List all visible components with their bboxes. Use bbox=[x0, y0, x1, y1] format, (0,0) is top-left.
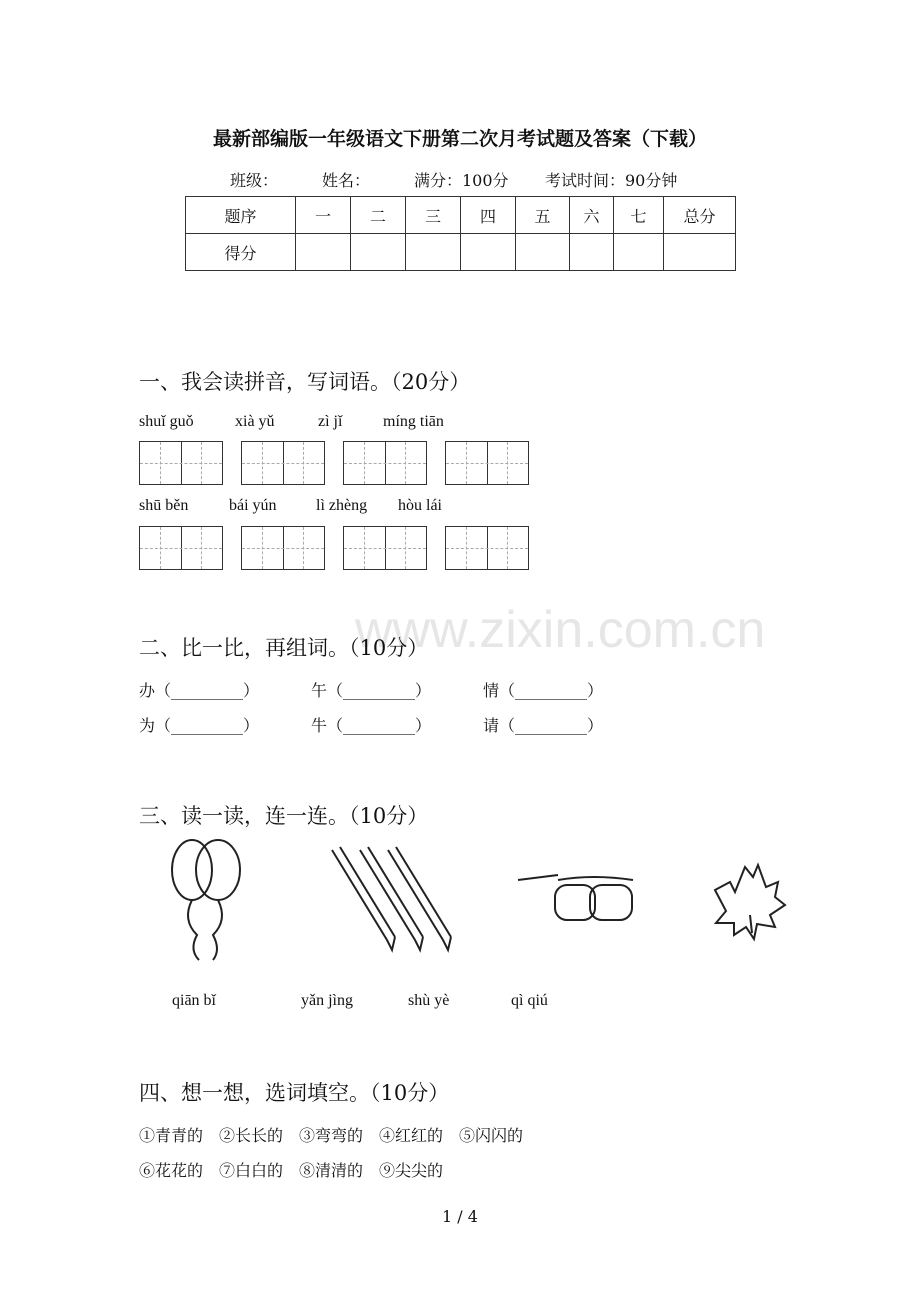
glasses-image bbox=[518, 875, 633, 920]
pinyin: shuǐ guǒ bbox=[139, 413, 194, 430]
fill-blank[interactable]: 情（_________） bbox=[483, 681, 604, 700]
score-cell bbox=[664, 234, 736, 271]
illustrations bbox=[160, 835, 820, 965]
writing-grid[interactable] bbox=[445, 526, 529, 570]
pencils-image bbox=[332, 847, 451, 950]
header-cell: 七 bbox=[614, 197, 664, 234]
pinyin: yǎn jìng bbox=[301, 992, 353, 1009]
class-label: 班级： bbox=[230, 171, 279, 190]
word-options: ①青青的 ②长长的 ③弯弯的 ④红红的 ⑤闪闪的 bbox=[139, 1126, 524, 1145]
writing-grid[interactable] bbox=[139, 441, 223, 485]
section-3-title: 三、读一读，连一连。（10分） bbox=[139, 804, 429, 828]
score-cell bbox=[461, 234, 516, 271]
writing-grid[interactable] bbox=[445, 441, 529, 485]
pinyin: qiān bǐ bbox=[172, 992, 216, 1009]
fill-blank[interactable]: 牛（_________） bbox=[311, 716, 432, 735]
balloons-image bbox=[172, 840, 240, 960]
header-cell: 四 bbox=[461, 197, 516, 234]
full-score: 满分：100分 bbox=[414, 171, 509, 190]
score-cell bbox=[351, 234, 406, 271]
fill-blank[interactable]: 午（_________） bbox=[311, 681, 432, 700]
writing-grid[interactable] bbox=[241, 526, 325, 570]
page-number: 1 / 4 bbox=[442, 1207, 478, 1226]
pinyin: shū běn bbox=[139, 497, 189, 514]
section-4-title: 四、想一想，选词填空。（10分） bbox=[139, 1081, 450, 1105]
fill-blank[interactable]: 请（_________） bbox=[483, 716, 604, 735]
header-cell: 六 bbox=[570, 197, 614, 234]
fill-blank[interactable]: 办（_________） bbox=[139, 681, 260, 700]
score-cell bbox=[614, 234, 664, 271]
score-cell bbox=[406, 234, 461, 271]
pinyin: shù yè bbox=[408, 992, 450, 1009]
header-cell: 三 bbox=[406, 197, 461, 234]
leaf-image bbox=[715, 865, 785, 939]
header-cell: 题序 bbox=[186, 197, 296, 234]
pinyin: míng tiān bbox=[383, 413, 444, 430]
pinyin: zì jǐ bbox=[318, 413, 343, 430]
pinyin: hòu lái bbox=[398, 497, 442, 514]
score-cell bbox=[516, 234, 570, 271]
writing-grid[interactable] bbox=[343, 526, 427, 570]
score-table bbox=[185, 196, 736, 271]
exam-time: 考试时间：90分钟 bbox=[545, 171, 678, 190]
pinyin: qì qiú bbox=[511, 992, 548, 1009]
row-label: 得分 bbox=[186, 234, 296, 271]
header-cell: 五 bbox=[516, 197, 570, 234]
header-cell: 一 bbox=[296, 197, 351, 234]
watermark: www.zixin.com.cn bbox=[355, 601, 766, 659]
page-title: 最新部编版一年级语文下册第二次月考试题及答案（下载） bbox=[212, 128, 707, 150]
header-cell: 总分 bbox=[664, 197, 736, 234]
header-cell: 二 bbox=[351, 197, 406, 234]
pinyin: lì zhèng bbox=[316, 497, 368, 514]
score-cell bbox=[296, 234, 351, 271]
section-1-title: 一、我会读拼音，写词语。（20分） bbox=[139, 370, 471, 394]
writing-grid[interactable] bbox=[241, 441, 325, 485]
word-options: ⑥花花的 ⑦白白的 ⑧清清的 ⑨尖尖的 bbox=[139, 1161, 444, 1180]
section-2-title: 二、比一比，再组词。（10分） bbox=[139, 636, 429, 660]
name-label: 姓名： bbox=[322, 171, 371, 190]
score-cell bbox=[570, 234, 614, 271]
pinyin: xià yǔ bbox=[235, 413, 275, 430]
writing-grid[interactable] bbox=[139, 526, 223, 570]
pinyin: bái yún bbox=[229, 497, 277, 514]
fill-blank[interactable]: 为（_________） bbox=[139, 716, 260, 735]
writing-grid[interactable] bbox=[343, 441, 427, 485]
